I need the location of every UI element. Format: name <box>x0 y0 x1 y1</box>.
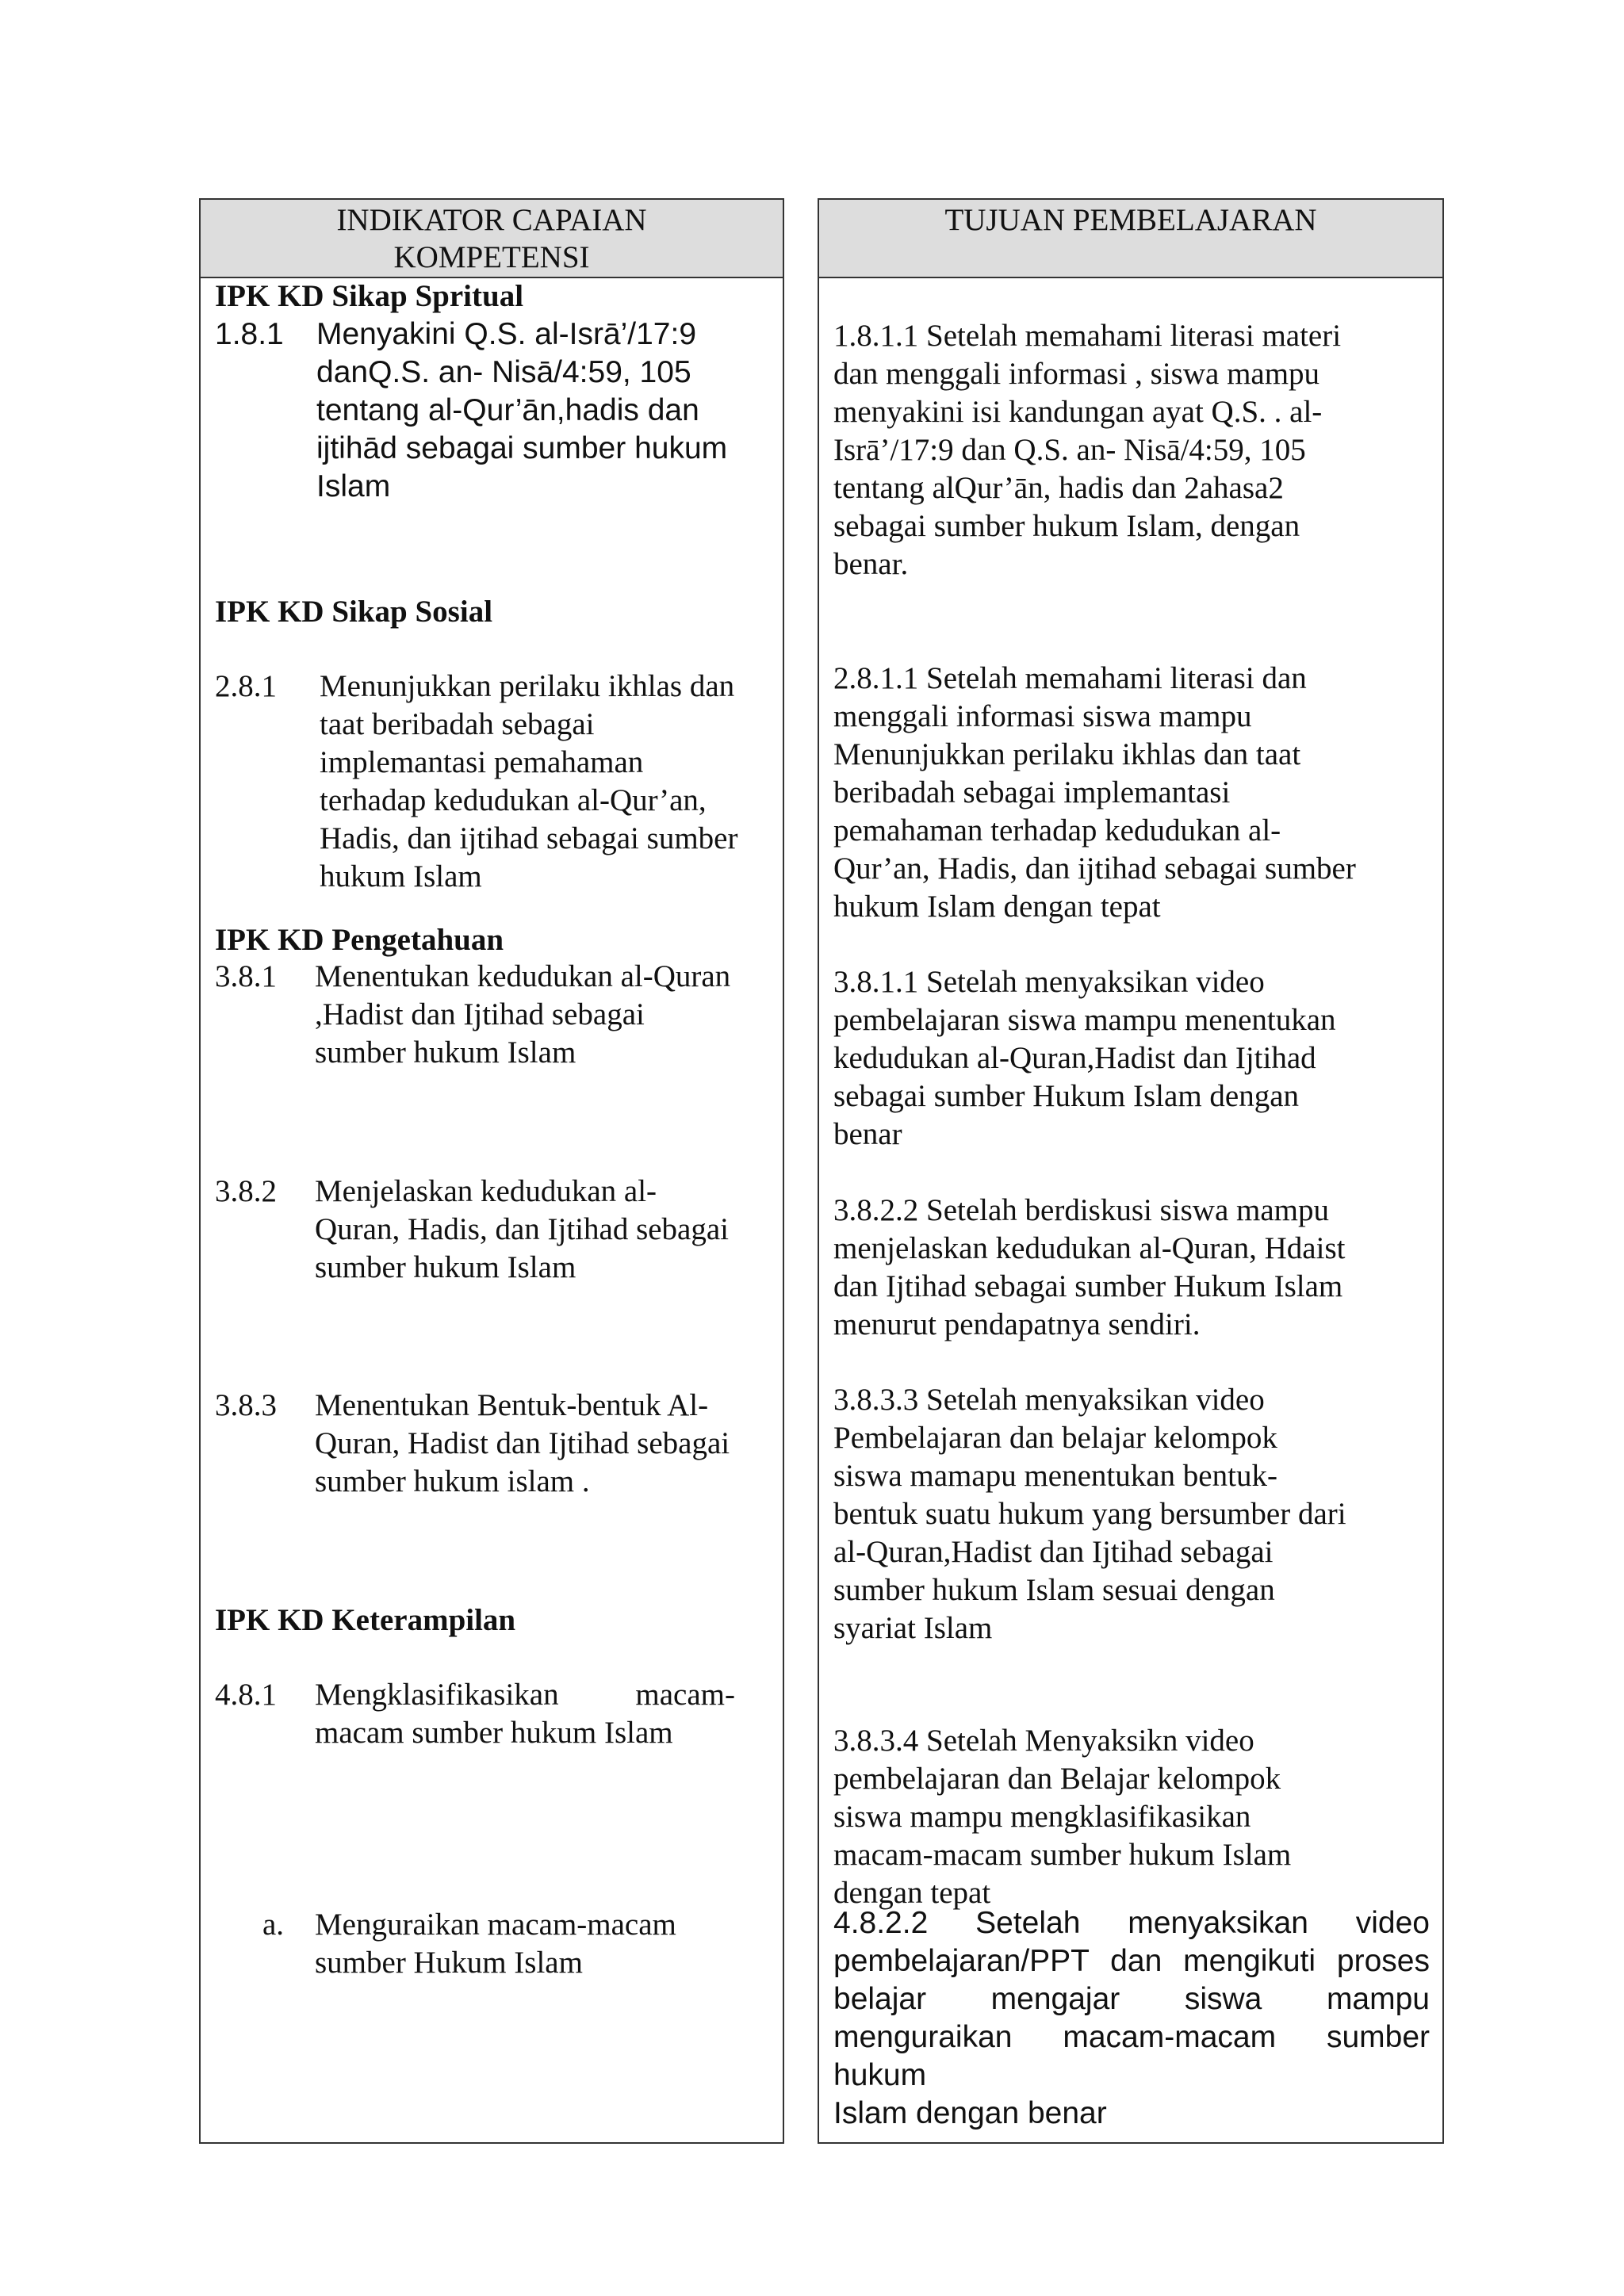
item-text-1-8-1: Menyakini Q.S. al-Isrā’/17:9 danQ.S. an- Nisā/4:59, 105 tentang al-Qur’ān,hadis dan ijtihād sebagai sumber hukum Islam <box>316 317 728 503</box>
indikator-column <box>199 198 784 2144</box>
item-text-4-8-1-word-b: macam- <box>635 1678 735 1712</box>
item-text-3-8-2: Menjelaskan kedudukan al- Quran, Hadis, dan Ijtihad sebagai sumber hukum Islam <box>315 1174 730 1284</box>
item-number-4-8-1: 4.8.1 <box>215 1678 277 1712</box>
tujuan-1-8-1-1: 1.8.1.1 Setelah memahami literasi materi dan menggali informasi , siswa mampu menyakini isi kandungan ayat Q.S. . al- Isrā’/17:9 dan Q.S. an- Nisā/4:59, 105 tentang alQur’ān, hadis dan 2ahasa2 sebagai sumber hukum Islam, dengan benar. <box>833 319 1342 581</box>
item-number-3-8-3: 3.8.3 <box>215 1388 277 1422</box>
tujuan-column <box>818 198 1444 2144</box>
section-title-keterampilan: IPK KD Keterampilan <box>215 1603 516 1637</box>
item-number-3-8-2: 3.8.2 <box>215 1174 277 1208</box>
tujuan-4-8-2-2-line-3: belajar mengajar siswa mampu <box>833 1982 1430 2016</box>
tujuan-4-8-2-2-line-4: menguraikan macam-macam sumber hukum <box>833 2020 1430 2092</box>
tujuan-4-8-2-2-line-1: 4.8.2.2 Setelah menyaksikan video <box>833 1906 1430 1940</box>
tujuan-header: TUJUAN PEMBELAJARAN <box>819 200 1442 278</box>
item-number-a: a. <box>262 1908 285 1942</box>
section-title-spiritual: IPK KD Sikap Spritual <box>215 279 524 313</box>
item-text-3-8-3: Menentukan Bentuk-bentuk Al- Quran, Hadist dan Ijtihad sebagai sumber hukum islam . <box>315 1388 730 1498</box>
item-text-3-8-1: Menentukan kedudukan al-Quran ,Hadist dan Ijtihad sebagai sumber hukum Islam <box>315 959 731 1070</box>
tujuan-3-8-1-1: 3.8.1.1 Setelah menyaksikan video pembelajaran siswa mampu menentukan kedudukan al-Quran,Hadist dan Ijtihad sebagai sumber Hukum Islam dengan benar <box>833 965 1336 1151</box>
item-text-a: Menguraikan macam-macam sumber Hukum Islam <box>315 1908 676 1980</box>
item-number-2-8-1: 2.8.1 <box>215 669 277 703</box>
tujuan-3-8-2-2: 3.8.2.2 Setelah berdiskusi siswa mampu menjelaskan kedudukan al-Quran, Hdaist dan Ijtihad sebagai sumber Hukum Islam menurut pendapatnya sendiri. <box>833 1193 1346 1341</box>
tujuan-4-8-2-2-line-2: pembelajaran/PPT dan mengikuti proses <box>833 1944 1430 1978</box>
tujuan-4-8-2-2-line-5: Islam dengan benar <box>833 2096 1107 2130</box>
item-text-4-8-1-word-a: Mengklasifikasikan <box>315 1678 559 1712</box>
tujuan-3-8-3-4: 3.8.3.4 Setelah Menyaksikn video pembelajaran dan Belajar kelompok siswa mampu mengklasifikasikan macam-macam sumber hukum Islam dengan tepat <box>833 1724 1292 1910</box>
section-title-pengetahuan: IPK KD Pengetahuan <box>215 923 504 957</box>
tujuan-4-8-2-2 <box>833 1904 1430 2133</box>
tujuan-2-8-1-1: 2.8.1.1 Setelah memahami literasi dan menggali informasi siswa mampu Menunjukkan perilaku ikhlas dan taat beribadah sebagai implemantasi pemahaman terhadap kedudukan al- Qur’an, Hadis, dan ijtihad sebagai sumber hukum Islam dengan tepat <box>833 661 1356 924</box>
tujuan-3-8-3-3: 3.8.3.3 Setelah menyaksikan video Pembelajaran dan belajar kelompok siswa mamapu menentukan bentuk- bentuk suatu hukum yang bersumber dari al-Quran,Hadist dan Ijtihad sebagai sumber hukum Islam sesuai dengan syariat Islam <box>833 1383 1346 1645</box>
item-number-1-8-1: 1.8.1 <box>215 317 284 351</box>
item-text-2-8-1: Menunjukkan perilaku ikhlas dan taat beribadah sebagai implemantasi pemahaman terhadap kedudukan al-Qur’an, Hadis, dan ijtihad sebagai sumber hukum Islam <box>320 669 738 894</box>
item-number-3-8-1: 3.8.1 <box>215 959 277 993</box>
indikator-header: INDIKATOR CAPAIAN KOMPETENSI <box>201 200 783 278</box>
item-text-4-8-1-line2: macam sumber hukum Islam <box>315 1716 673 1750</box>
section-title-sosial: IPK KD Sikap Sosial <box>215 595 493 629</box>
item-text-4-8-1 <box>315 1676 735 1752</box>
